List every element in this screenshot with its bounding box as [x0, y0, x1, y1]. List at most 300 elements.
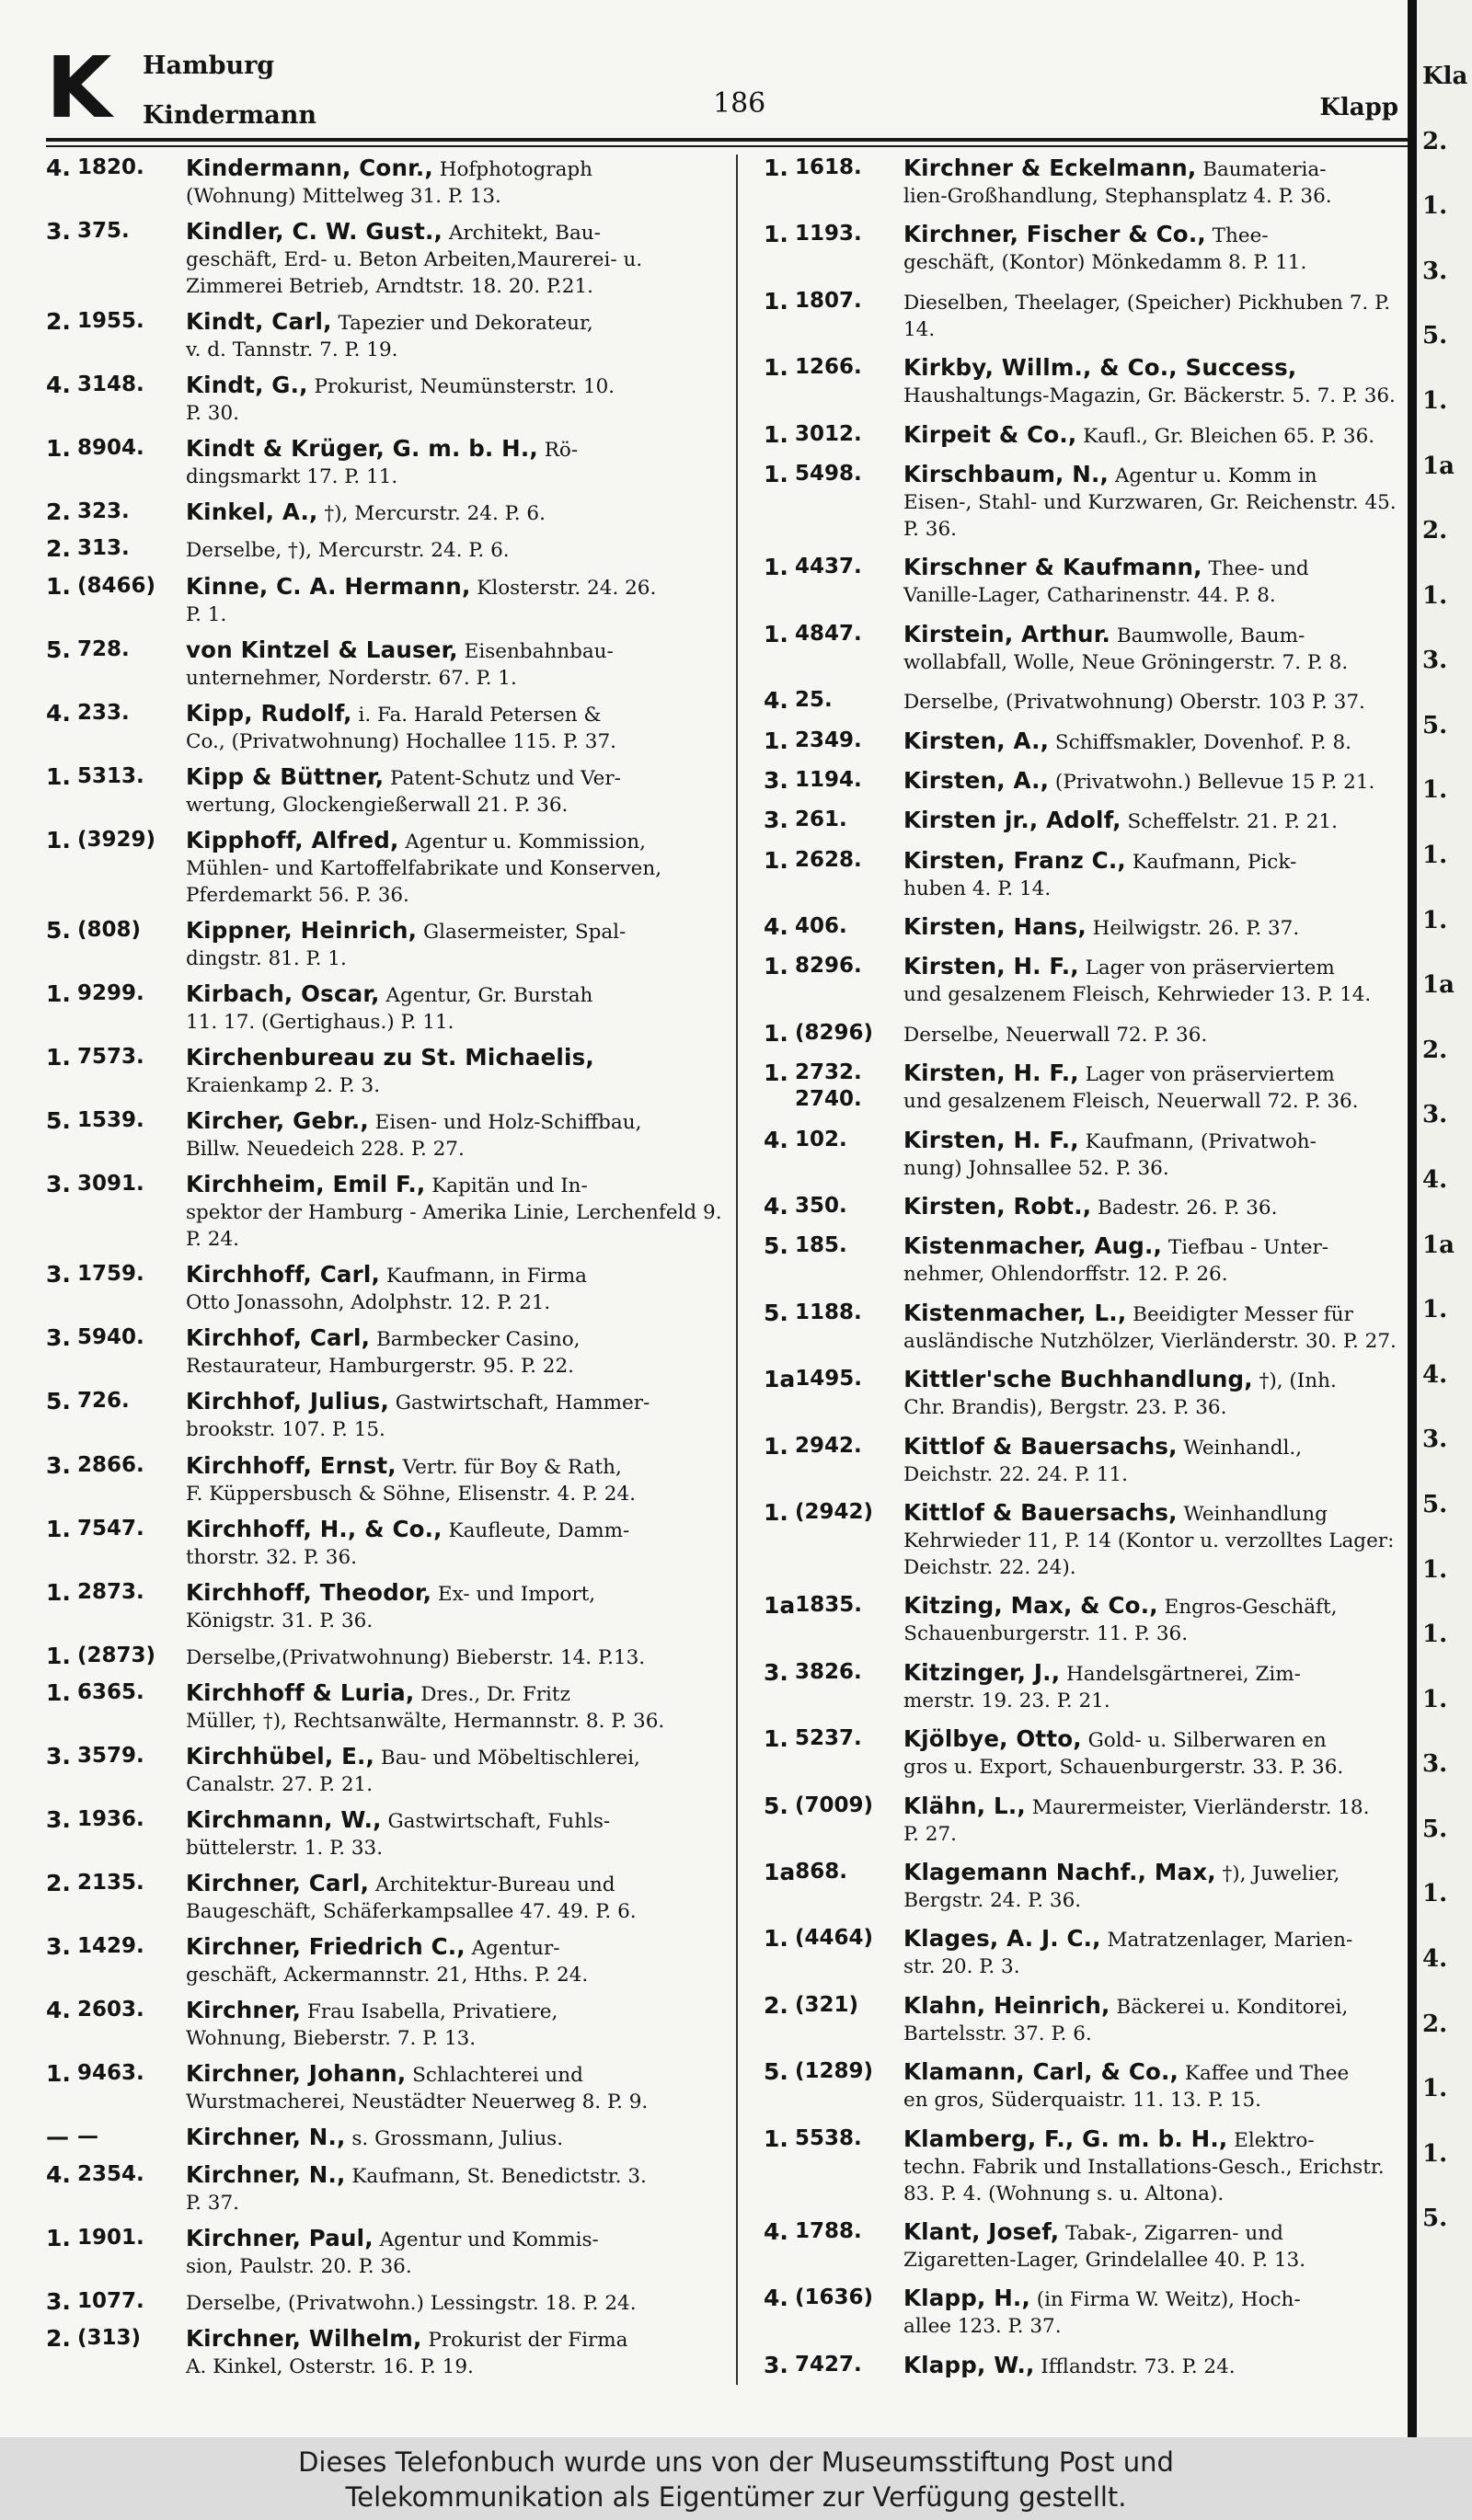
- entry-text: †), (Inh.: [1252, 1369, 1337, 1393]
- directory-entry: [764, 354, 1408, 409]
- entry-text: s. Grossmann, Julius.: [345, 2127, 564, 2151]
- directory-entry: [46, 2161, 727, 2216]
- exchange-code: 2.: [46, 2324, 71, 2352]
- phone-number: 1820.: [77, 155, 144, 179]
- entry-text: i. Fa. Harald Petersen &: [351, 703, 602, 727]
- exchange-code: 4.: [764, 2285, 788, 2312]
- entry-address: Chr. Brandis), Bergstr. 23. P. 36.: [903, 1396, 1227, 1420]
- exchange-code: 3.: [46, 1261, 71, 1289]
- header-rule: [46, 138, 1408, 142]
- exchange-code: 4.: [46, 1997, 71, 2024]
- entry-body: [903, 155, 1408, 210]
- entry-body: [903, 2352, 1408, 2380]
- entry-body: [186, 1516, 727, 1571]
- phone-number: 5313.: [77, 763, 144, 788]
- edge-fragment: 1.: [1422, 776, 1448, 805]
- exchange-code: 1.: [46, 980, 71, 1008]
- edge-fragment: 1.: [1422, 906, 1448, 934]
- edge-fragment: 5.: [1422, 711, 1448, 739]
- entry-address: und gesalzenem Fleisch, Kehrwieder 13. P. 14.: [903, 983, 1372, 1007]
- exchange-code: 3.: [764, 766, 788, 794]
- phone-number: 4847.: [795, 621, 862, 646]
- phone-number: —: [77, 2125, 98, 2149]
- footer-notice: [0, 2437, 1472, 2520]
- edge-fragment: 5.: [1422, 1815, 1448, 1843]
- entry-address: Mühlen- und Kartoffelfabrikate und Konserven, Pferdemarkt 56. P. 36.: [186, 856, 662, 907]
- entry-body: [186, 2288, 727, 2317]
- directory-entry: [46, 700, 727, 755]
- entry-text: Handelsgärtnerei, Zim-: [1060, 1662, 1301, 1686]
- entry-address: v. d. Tannstr. 7. P. 19.: [186, 338, 398, 362]
- entry-address: Königstr. 31. P. 36.: [186, 1609, 374, 1632]
- entry-address: en gros, Süderquaistr. 11. 13. P. 15.: [903, 2089, 1262, 2113]
- entry-address: Restaurateur, Hamburgerstr. 95. P. 22.: [186, 1355, 575, 1379]
- phone-number: (321): [795, 1992, 859, 2017]
- entry-text: Rö-: [537, 439, 579, 463]
- phone-number: 1835.: [795, 1593, 863, 1618]
- entry-text: Thee-: [1205, 224, 1269, 248]
- subscriber-name: Klamann, Carl, & Co.,: [903, 2058, 1179, 2086]
- entry-text: Badestr. 26. P. 36.: [1091, 1197, 1278, 1220]
- entry-body: [186, 917, 727, 972]
- entry-address: techn. Fabrik und Installations-Gesch., Erichstr. 83. P. 4. (Wohnung s. u. Altona).: [903, 2155, 1385, 2205]
- subscriber-name: Kirchhoff, Carl,: [186, 1261, 381, 1289]
- subscriber-name: von Kintzel & Lauser,: [186, 636, 458, 663]
- exchange-code: 1.: [764, 1725, 788, 1753]
- entry-body: [186, 1806, 727, 1861]
- entry-text: Matratzenlager, Marien-: [1100, 1929, 1353, 1953]
- entry-text: Frau Isabella, Privatiere,: [301, 2000, 558, 2024]
- phone-number: 868.: [795, 1859, 848, 1884]
- entry-address: 11. 17. (Gertighaus.) P. 11.: [186, 1011, 454, 1035]
- directory-entry: [46, 1806, 727, 1861]
- exchange-code: 5.: [764, 1232, 788, 1260]
- directory-entry: [764, 807, 1408, 835]
- directory-entry: [46, 1044, 727, 1099]
- exchange-code: 1.: [764, 2125, 788, 2152]
- subscriber-name: Klapp, H.,: [903, 2285, 1030, 2312]
- entry-address: Kehrwieder 11, P. 14 (Kontor u. verzolltes Lager: Deichstr. 22. 24).: [903, 1529, 1395, 1579]
- entry-body: [186, 1452, 727, 1507]
- exchange-code: 3.: [764, 2351, 788, 2378]
- entry-address: Billw. Neuedeich 228. P. 27.: [186, 1138, 465, 1162]
- entry-text: (Privatwohn.) Bellevue 15 P. 21.: [1049, 770, 1375, 794]
- phone-number: 1788.: [795, 2218, 862, 2243]
- phone-number: 350.: [795, 1194, 847, 1219]
- phone-number: 1188.: [795, 1300, 862, 1324]
- directory-entry: [764, 767, 1408, 796]
- entry-address: A. Kinkel, Osterstr. 16. P. 19.: [186, 2354, 474, 2378]
- phone-number: 6365.: [77, 1679, 144, 1704]
- phone-number: 406.: [795, 914, 847, 939]
- entry-address: merstr. 19. 23. P. 21.: [903, 1689, 1110, 1712]
- phone-number: 2942.: [795, 1433, 862, 1458]
- right-column: [764, 155, 1408, 2380]
- entry-body: [186, 763, 727, 819]
- edge-fragment: 1.: [1422, 1621, 1448, 1649]
- exchange-code: —: [46, 2124, 69, 2151]
- directory-entry: [46, 155, 727, 210]
- entry-text: Gastwirtschaft, Fuhls-: [381, 1810, 611, 1834]
- exchange-code: 3.: [46, 1806, 71, 1834]
- subscriber-name: Kirchenbureau zu St. Michaelis,: [186, 1044, 594, 1071]
- entry-body: [186, 1643, 727, 1671]
- exchange-code: 1.: [46, 1515, 71, 1542]
- directory-entry: [764, 621, 1408, 676]
- subscriber-name: Kirchhübel, E.,: [186, 1742, 375, 1770]
- entry-text: Kaffee und Thee: [1179, 2062, 1350, 2086]
- directory-entry: [764, 421, 1408, 450]
- directory-entry: [764, 1232, 1408, 1288]
- entry-address: Bergstr. 24. P. 36.: [903, 1888, 1082, 1912]
- left-column: [46, 155, 727, 2380]
- entry-text: Patent-Schutz und Ver-: [384, 766, 621, 790]
- entry-address: Müller, †), Rechtsanwälte, Hermannstr. 8. P. 36.: [186, 1709, 665, 1733]
- entry-address: Baugeschäft, Schäferkampsallee 47. 49. P. 6.: [186, 1900, 637, 1924]
- phone-number: 728.: [77, 636, 130, 661]
- directory-entry: [46, 980, 727, 1036]
- subscriber-name: Kirchhoff, Theodor,: [186, 1578, 432, 1606]
- subscriber-name: Kipphoff, Alfred,: [186, 826, 399, 853]
- entry-body: [186, 1324, 727, 1380]
- directory-entry: [764, 1060, 1408, 1115]
- directory-entry: [46, 372, 727, 427]
- phone-number: 185.: [795, 1233, 847, 1258]
- directory-entry: [764, 1499, 1408, 1581]
- entry-text: Engros-Geschäft,: [1157, 1596, 1338, 1620]
- directory-entry: [46, 1933, 727, 1988]
- entry-address: sion, Paulstr. 20. P. 36.: [186, 2254, 412, 2278]
- entry-address: brookstr. 107. P. 15.: [186, 1418, 385, 1442]
- exchange-code: 4.: [764, 1126, 788, 1153]
- entry-body: [903, 1433, 1408, 1488]
- phone-number: 2628.: [795, 847, 862, 872]
- entry-text: Gastwirtschaft, Hammer-: [388, 1392, 650, 1415]
- entry-body: [186, 573, 727, 628]
- exchange-code: 1.: [46, 762, 71, 790]
- page-header: [46, 37, 1398, 147]
- entry-address: dingsmarkt 17. P. 11.: [186, 465, 398, 489]
- subscriber-name: Kirchner, Carl,: [186, 1870, 370, 1897]
- entry-text: Prokurist, Neumünsterstr. 10.: [307, 375, 615, 399]
- edge-fragment: 5.: [1422, 322, 1448, 350]
- directory-entry: [764, 2125, 1408, 2207]
- phone-number: 7427.: [795, 2352, 862, 2377]
- entry-address: nehmer, Ohlendorffstr. 12. P. 26.: [903, 1263, 1228, 1287]
- entry-body: [186, 308, 727, 363]
- phone-number: 7547.: [77, 1516, 144, 1541]
- exchange-code: 1.: [46, 2224, 71, 2251]
- entry-body: [903, 807, 1408, 835]
- subscriber-name: Kirpeit & Co.,: [903, 420, 1077, 448]
- phone-number: (7009): [795, 1793, 874, 1817]
- entry-address: Zigaretten-Lager, Grindelallee 40. P. 13.: [903, 2248, 1306, 2272]
- exchange-code: 4.: [46, 372, 71, 399]
- subscriber-name: Kirsten, H. F.,: [903, 1126, 1079, 1153]
- phone-number: 5538.: [795, 2125, 862, 2150]
- subscriber-name: Kipp & Büttner,: [186, 762, 385, 790]
- entry-address: (Wohnung) Mittelweg 31. P. 13.: [186, 185, 501, 208]
- exchange-code: 4.: [46, 2160, 71, 2188]
- subscriber-name: Kirbach, Oscar,: [186, 980, 380, 1008]
- phone-number: 8904.: [77, 436, 144, 461]
- exchange-code: 1.: [764, 554, 788, 581]
- subscriber-name: Kirchhof, Carl,: [186, 1324, 371, 1352]
- phone-number: 2732. 2740.: [795, 1060, 862, 1112]
- directory-entry: [46, 2060, 727, 2115]
- exchange-code: 1.: [46, 826, 71, 853]
- header-rule-thin: [46, 145, 1408, 147]
- edge-fragment: 3.: [1422, 647, 1448, 675]
- directory-entry: [764, 727, 1408, 756]
- entry-body: [903, 953, 1408, 1008]
- edge-fragment: 1.: [1422, 386, 1448, 415]
- entry-body: [186, 2325, 727, 2380]
- edge-fragment: 4.: [1422, 1945, 1448, 1974]
- entry-body: [903, 1300, 1408, 1355]
- edge-fragment: 2.: [1422, 2010, 1448, 2038]
- exchange-code: 4.: [764, 687, 788, 715]
- entry-body: [903, 1925, 1408, 1980]
- entry-body: [186, 1870, 727, 1925]
- subscriber-name: Klamberg, F., G. m. b. H.,: [903, 2125, 1228, 2152]
- entry-text: Kaufmann, in Firma: [380, 1265, 587, 1289]
- entry-body: [903, 221, 1408, 276]
- edge-fragment: 1a: [1422, 971, 1455, 1000]
- exchange-code: 1.: [764, 287, 788, 315]
- edge-fragment: 1a: [1422, 1231, 1455, 1259]
- entry-text: Prokurist der Firma: [421, 2328, 628, 2352]
- exchange-code: 1.: [46, 1642, 71, 1669]
- entry-address: geschäft, (Kontor) Mönkedamm 8. P. 11.: [903, 251, 1307, 275]
- entry-body: [186, 827, 727, 909]
- subscriber-name: Kirsten, A.,: [903, 766, 1050, 794]
- directory-entry: [46, 1579, 727, 1634]
- exchange-code: 1.: [764, 1060, 788, 1087]
- entry-text: Bau- und Möbeltischlerei,: [374, 1746, 640, 1770]
- exchange-code: 5.: [46, 1388, 71, 1415]
- phone-number: 233.: [77, 700, 130, 725]
- entry-body: [903, 1020, 1408, 1048]
- entry-address: P. 27.: [903, 1822, 957, 1846]
- phone-number: 375.: [77, 219, 130, 244]
- directory-entry: [46, 2288, 727, 2317]
- phone-number: 2135.: [77, 1871, 144, 1896]
- entry-address: thorstr. 32. P. 36.: [186, 1545, 357, 1569]
- phone-number: 9299.: [77, 981, 144, 1006]
- entry-text: Baumateria-: [1196, 158, 1327, 181]
- entry-body: [186, 535, 727, 564]
- entry-address: Canalstr. 27. P. 21.: [186, 1772, 374, 1796]
- directory-entry: [46, 1870, 727, 1925]
- entry-address: lien-Großhandlung, Stephansplatz 4. P. 36.: [903, 185, 1332, 208]
- directory-entry: [764, 913, 1408, 942]
- phone-number: 7573.: [77, 1045, 144, 1070]
- entry-text: Schlachterei und: [406, 2064, 583, 2088]
- phone-number: 5498.: [795, 461, 862, 486]
- directory-entry: [46, 1743, 727, 1798]
- phone-number: 9463.: [77, 2061, 144, 2086]
- phone-number: 2873.: [77, 1579, 144, 1604]
- subscriber-name: Kinkel, A.,: [186, 498, 318, 526]
- entry-address: P. 30.: [186, 402, 239, 426]
- entry-body: [903, 1659, 1408, 1714]
- directory-entry: [764, 1793, 1408, 1848]
- entry-body: [903, 354, 1408, 409]
- entry-text: †), Mercurstr. 24. P. 6.: [317, 502, 546, 526]
- directory-entry: [764, 847, 1408, 902]
- footer-line-2: Telekommunikation als Eigentümer zur Verfügung gestellt.: [345, 2481, 1127, 2513]
- directory-entry: [46, 1388, 727, 1443]
- entry-text: Elektro-: [1227, 2128, 1315, 2152]
- phone-number: (1289): [795, 2059, 874, 2084]
- phone-number: 1077.: [77, 2288, 144, 2313]
- exchange-code: 1.: [764, 221, 788, 248]
- exchange-code: 3.: [764, 1658, 788, 1686]
- phone-number: (2942): [795, 1499, 874, 1524]
- subscriber-name: Kirchner, Paul,: [186, 2224, 374, 2251]
- subscriber-name: Kitzinger, J.,: [903, 1658, 1061, 1686]
- entry-text: Scheffelstr. 21. P. 21.: [1121, 810, 1338, 834]
- first-entry-name: Kindermann: [143, 101, 316, 130]
- column-divider: [736, 155, 738, 2385]
- entry-body: [903, 421, 1408, 450]
- entry-body: [186, 636, 727, 692]
- exchange-code: 1.: [764, 1498, 788, 1526]
- phone-number: 1429.: [77, 1934, 144, 1959]
- phone-number: 5940.: [77, 1325, 144, 1350]
- phone-number: 3826.: [795, 1659, 862, 1684]
- phone-number: 2866.: [77, 1452, 144, 1477]
- phone-number: 1936.: [77, 1807, 144, 1832]
- entry-body: [903, 1793, 1408, 1848]
- entry-body: [186, 2124, 727, 2152]
- phone-number: 25.: [795, 688, 833, 713]
- exchange-code: 3.: [46, 2287, 71, 2315]
- entry-text: Ex- und Import,: [431, 1582, 596, 1606]
- entry-text: Kaufmann, St. Benedictstr. 3.: [345, 2164, 647, 2188]
- edge-fragment: 1.: [1422, 581, 1448, 610]
- entry-body: [903, 2058, 1408, 2113]
- edge-fragment: 1a: [1422, 452, 1455, 480]
- edge-fragment: 3.: [1422, 257, 1448, 285]
- exchange-code: 4.: [764, 2217, 788, 2245]
- entry-address: P. 37.: [186, 2191, 239, 2215]
- subscriber-name: Kirkby, Willm., & Co., Success,: [903, 354, 1297, 382]
- entry-address: F. Küppersbusch & Söhne, Elisenstr. 4. P. 24.: [186, 1482, 636, 1506]
- entry-text: Agentur u. Kommission,: [398, 830, 646, 853]
- exchange-code: 4.: [46, 155, 71, 181]
- entry-address: gros u. Export, Schauenburgerstr. 33. P. 36.: [903, 1756, 1344, 1780]
- subscriber-name: Klant, Josef,: [903, 2217, 1060, 2245]
- entry-text: Architekt, Bau-: [443, 222, 601, 246]
- directory-entry: [46, 535, 727, 564]
- entry-address: wollabfall, Wolle, Neue Gröningerstr. 7. P. 8.: [903, 650, 1349, 674]
- edge-fragment: 4.: [1422, 1360, 1448, 1389]
- exchange-code: 3.: [764, 807, 788, 834]
- phone-number: (2873): [77, 1643, 156, 1667]
- footer-line-1: Dieses Telefonbuch wurde uns von der Museumsstiftung Post und: [298, 2446, 1174, 2478]
- entry-text: Eisenbahnbau-: [457, 639, 614, 663]
- subscriber-name: Kirchner, Fischer & Co.,: [903, 221, 1206, 248]
- phone-number: 1495.: [795, 1367, 863, 1392]
- exchange-code: 1.: [764, 1432, 788, 1460]
- directory-entry: [764, 461, 1408, 543]
- directory-entry: [46, 2124, 727, 2152]
- entry-text: Weinhandl.,: [1177, 1436, 1303, 1460]
- entry-body: [186, 1107, 727, 1163]
- exchange-code: 1.: [46, 572, 71, 600]
- exchange-code: 1.: [764, 1019, 788, 1047]
- entry-text: Kaufleute, Damm-: [442, 1518, 630, 1542]
- directory-entry: [46, 1107, 727, 1163]
- edge-fragment: Kla: [1422, 63, 1468, 90]
- edge-fragment: 3.: [1422, 1101, 1448, 1129]
- subscriber-name: Kindermann, Conr.,: [186, 155, 433, 181]
- entry-body: [903, 554, 1408, 609]
- exchange-code: 1.: [764, 620, 788, 647]
- entry-body: [186, 435, 727, 490]
- entry-body: [186, 1388, 727, 1443]
- subscriber-name: Kjölbye, Otto,: [903, 1725, 1082, 1753]
- exchange-code: 3.: [46, 1933, 71, 1961]
- phone-number: 1901.: [77, 2225, 144, 2250]
- directory-entry: [764, 2218, 1408, 2274]
- exchange-code: 1a: [764, 1592, 796, 1620]
- entry-text: Kaufmann, Pick-: [1125, 850, 1297, 874]
- directory-entry: [764, 1366, 1408, 1421]
- subscriber-name: Kinne, C. A. Hermann,: [186, 572, 471, 600]
- subscriber-name: Kirsten, Franz C.,: [903, 846, 1126, 874]
- directory-entry: [764, 1592, 1408, 1647]
- phone-number: 3148.: [77, 372, 144, 397]
- phone-number: (808): [77, 917, 142, 942]
- phone-number: 726.: [77, 1389, 130, 1414]
- directory-entry: [764, 155, 1408, 210]
- entry-address: Wohnung, Bieberstr. 7. P. 13.: [186, 2027, 477, 2051]
- exchange-code: 3.: [46, 1324, 71, 1352]
- entry-text: (in Firma W. Weitz), Hoch-: [1029, 2288, 1301, 2312]
- section-letter: K: [46, 39, 112, 137]
- subscriber-name: Kirsten, Hans,: [903, 913, 1087, 941]
- directory-entry: [46, 2225, 727, 2280]
- entry-body: [186, 1579, 727, 1634]
- entry-text: Derselbe, Neuerwall 72. P. 36.: [903, 1023, 1208, 1047]
- entry-address: dingstr. 81. P. 1.: [186, 946, 347, 970]
- directory-entry: [764, 1020, 1408, 1048]
- subscriber-name: Kirsten, Robt.,: [903, 1193, 1092, 1220]
- phone-number: 1618.: [795, 155, 862, 179]
- phone-number: 1759.: [77, 1262, 144, 1287]
- directory-entry: [46, 636, 727, 692]
- phone-number: 261.: [795, 808, 847, 832]
- exchange-code: 1.: [764, 727, 788, 754]
- entry-body: [186, 1261, 727, 1316]
- entry-body: [186, 1997, 727, 2052]
- entry-address: ausländische Nutzhölzer, Vierländerstr. 30. P. 27.: [903, 1329, 1397, 1353]
- directory-entry: [46, 1516, 727, 1571]
- entry-text: Hofphotograph: [432, 158, 592, 181]
- directory-entry: [764, 1859, 1408, 1914]
- entry-text: Dieselben, Theelager, (Speicher) Pickhuben 7. P. 14.: [903, 291, 1391, 341]
- subscriber-name: Kirchner, N.,: [186, 2160, 346, 2188]
- subscriber-name: Kirchner, Friedrich C.,: [186, 1933, 466, 1961]
- entry-address: büttelerstr. 1. P. 33.: [186, 1837, 384, 1861]
- directory-entry: [764, 953, 1408, 1008]
- exchange-code: 3.: [46, 218, 71, 246]
- subscriber-name: Kirchner & Eckelmann,: [903, 155, 1197, 181]
- entry-text: Weinhandlung: [1177, 1502, 1328, 1526]
